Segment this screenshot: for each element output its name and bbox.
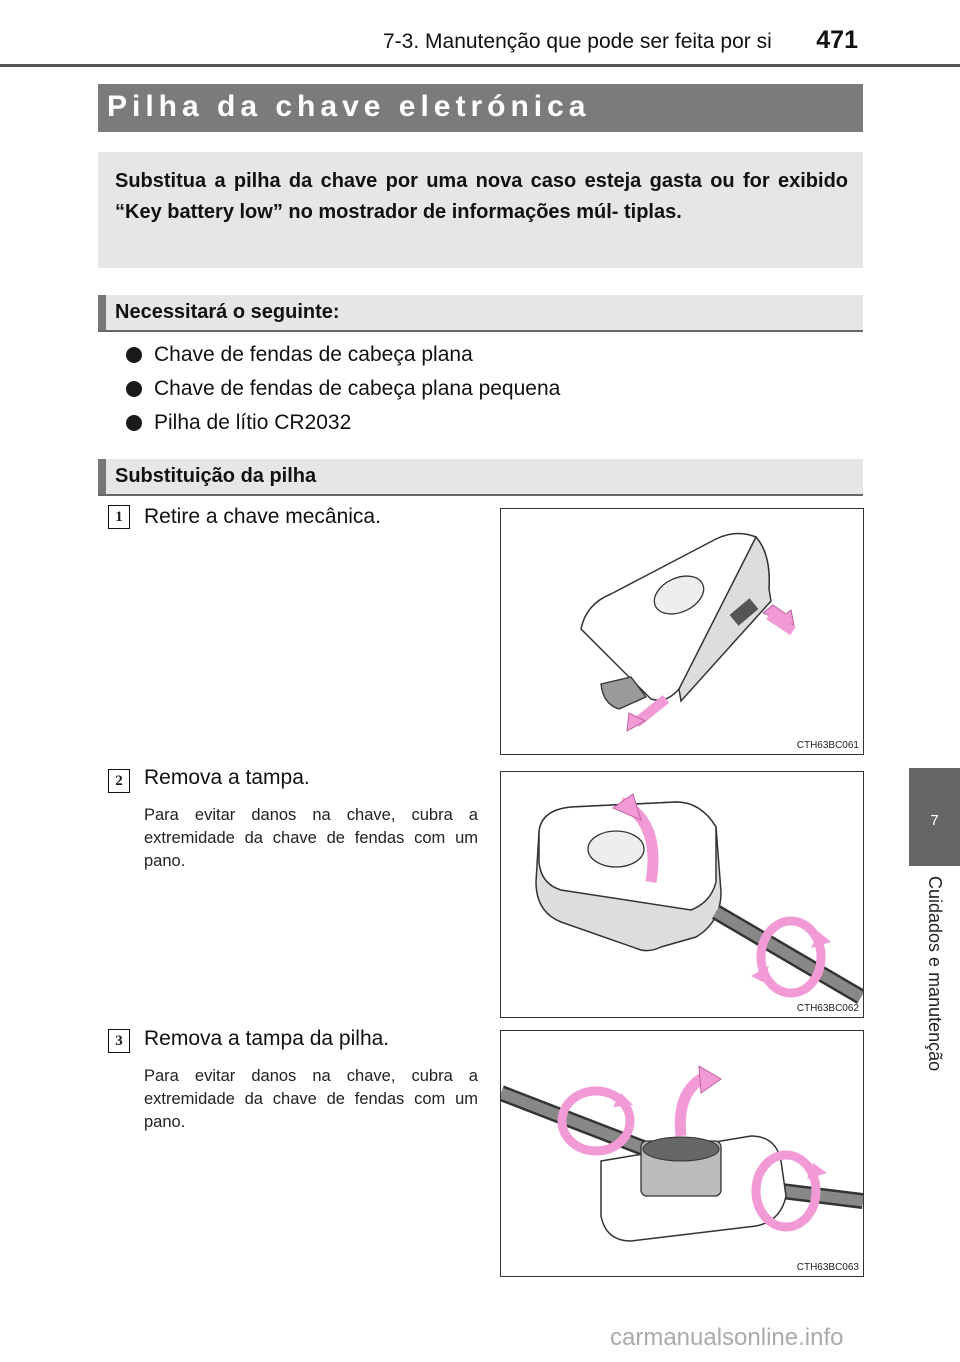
needs-heading-bar xyxy=(98,295,863,332)
header-rule xyxy=(0,64,960,67)
step-3-text: Remova a tampa da pilha. xyxy=(144,1027,390,1050)
heading-marker xyxy=(98,295,106,330)
bullet-icon xyxy=(126,415,142,431)
figure-code: CTH63BC063 xyxy=(796,1262,859,1273)
list-item xyxy=(126,411,351,435)
section-title: Pilha da chave eletrónica xyxy=(107,90,591,123)
bullet-icon xyxy=(126,347,142,363)
needs-heading: Necessitará o seguinte: xyxy=(115,301,340,323)
step-3-note: Para evitar danos na chave, cubra a extremidade da chave de fendas com um pano. xyxy=(144,1067,478,1131)
running-header xyxy=(383,26,858,60)
page-number: 471 xyxy=(816,26,858,54)
figure-step-3 xyxy=(500,1030,864,1277)
chapter-tab xyxy=(909,768,960,866)
list-item-text: Pilha de lítio CR2032 xyxy=(154,411,352,434)
list-item-text: Chave de fendas de cabeça plana pequena xyxy=(154,377,561,400)
intro-text: Substitua a pilha da chave por uma nova caso esteja gasta ou for exibido “Key battery low” no mostrador de informações múl- tiplas. xyxy=(115,170,848,223)
step-number-3: 3 xyxy=(108,1029,130,1053)
intro-box xyxy=(98,152,863,268)
step-number-1: 1 xyxy=(108,505,130,529)
step-number-2: 2 xyxy=(108,769,130,793)
chapter-tab-number: 7 xyxy=(930,812,939,829)
figure-step-1 xyxy=(500,508,864,755)
figure-code: CTH63BC061 xyxy=(796,740,859,751)
chapter-tab-label xyxy=(912,876,960,1136)
heading-marker xyxy=(98,459,106,494)
watermark: carmanualsonline.info xyxy=(610,1324,844,1351)
step-1-text: Retire a chave mecânica. xyxy=(144,505,381,528)
section-title-bar xyxy=(98,84,863,132)
chapter-tab-label-text: Cuidados e manutenção xyxy=(925,876,945,1072)
key-fob-mechanical-key-illustration xyxy=(501,509,863,754)
figure-code: CTH63BC062 xyxy=(796,1003,859,1014)
key-fob-cover-removal-illustration xyxy=(501,772,863,1017)
step-2-note: Para evitar danos na chave, cubra a extremidade da chave de fendas com um pano. xyxy=(144,806,478,870)
list-item xyxy=(126,343,473,367)
figure-step-2 xyxy=(500,771,864,1018)
replacement-heading: Substituição da pilha xyxy=(115,465,317,487)
list-item xyxy=(126,377,560,401)
bullet-icon xyxy=(126,381,142,397)
list-item-text: Chave de fendas de cabeça plana xyxy=(154,343,473,366)
step-2-text: Remova a tampa. xyxy=(144,766,310,789)
replacement-heading-bar xyxy=(98,459,863,496)
battery-cover-removal-illustration xyxy=(501,1031,863,1276)
chapter-title: 7-3. Manutenção que pode ser feita por si xyxy=(383,30,772,53)
